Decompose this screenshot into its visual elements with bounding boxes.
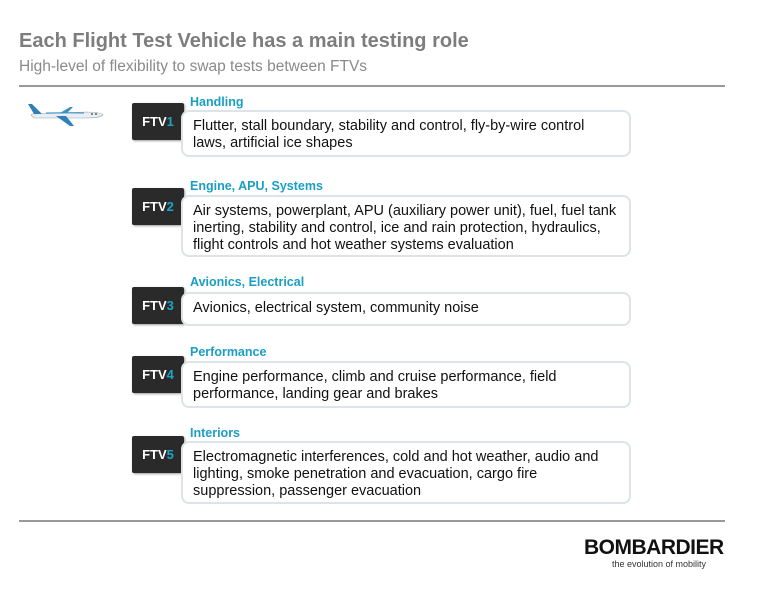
category-label: Interiors [190, 426, 241, 440]
ftv-badge [132, 436, 184, 473]
description-box: Air systems, powerplant, APU (auxiliary power unit), fuel, fuel tank inerting, stability and control, ice and rain protection, hydraulics, flight controls and hot weather systems evaluation [181, 195, 631, 257]
ftv-prefix: FTV [142, 298, 167, 313]
ftv-number: 5 [166, 447, 174, 462]
category-label: Engine, APU, Systems [190, 179, 323, 193]
category-label: Handling [190, 95, 244, 109]
description-box: Avionics, electrical system, community noise [181, 292, 631, 326]
ftv-badge [132, 188, 184, 225]
ftv-number: 2 [166, 199, 174, 214]
ftv-number: 3 [166, 298, 174, 313]
description-box: Electromagnetic interferences, cold and hot weather, audio and lighting, smoke penetration and evacuation, cargo fire suppression, passenger evacuation [181, 441, 631, 504]
description-box: Engine performance, climb and cruise performance, field performance, landing gear and brakes [181, 361, 631, 408]
ftv-number: 1 [166, 114, 174, 129]
top-divider [19, 85, 725, 87]
page-subtitle: High-level of flexibility to swap tests between FTVs [19, 58, 368, 75]
ftv-number: 4 [166, 367, 174, 382]
ftv-prefix: FTV [142, 114, 167, 129]
ftv-badge [132, 356, 184, 393]
description-box: Flutter, stall boundary, stability and control, fly-by-wire control laws, artificial ice shapes [181, 110, 631, 157]
category-label: Performance [190, 345, 267, 359]
page-title: Each Flight Test Vehicle has a main testing role [19, 30, 469, 52]
bombardier-logo: BOMBARDIER [584, 536, 724, 559]
ftv-prefix: FTV [142, 367, 167, 382]
bottom-divider [19, 520, 725, 522]
ftv-badge [132, 103, 184, 140]
category-label: Avionics, Electrical [190, 275, 305, 289]
logo-tagline: the evolution of mobility [612, 559, 707, 569]
ftv-prefix: FTV [142, 447, 167, 462]
aircraft-icon [26, 100, 106, 130]
ftv-badge [132, 287, 184, 324]
ftv-prefix: FTV [142, 199, 167, 214]
